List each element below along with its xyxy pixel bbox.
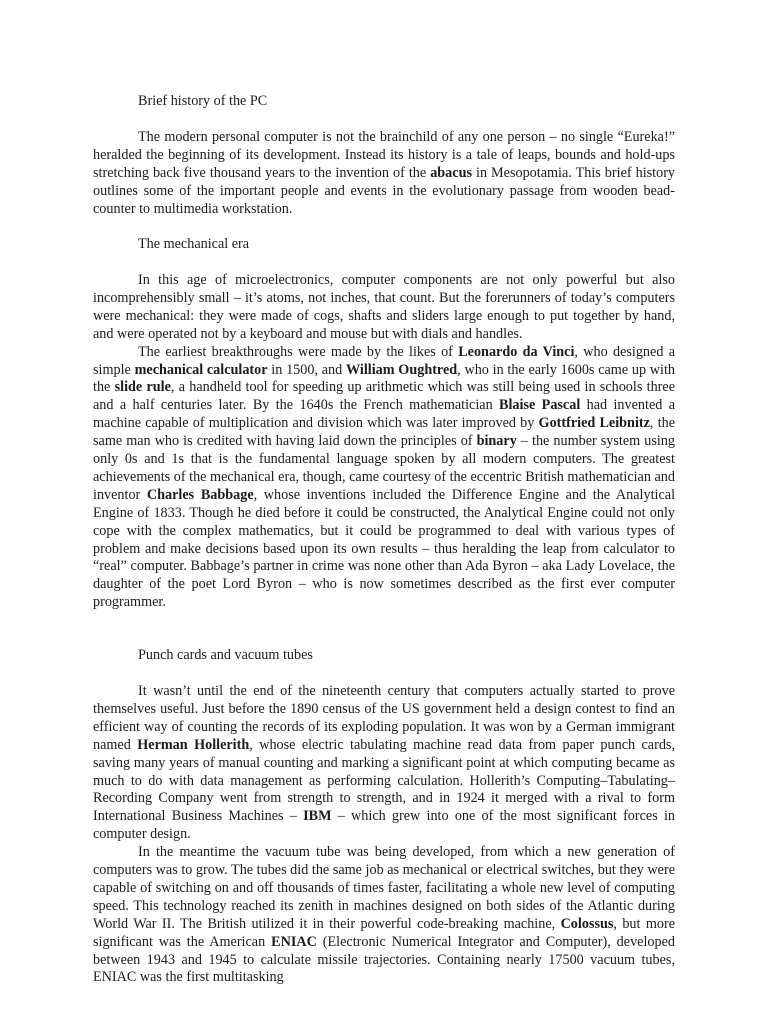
text-run: , but more significant was the American (93, 915, 675, 950)
document-title: Brief history of the PC (138, 93, 268, 109)
bold-term: binary (476, 433, 517, 450)
text-run: – which grew into one of the most significant forces in computer design. (93, 808, 676, 843)
text-run: , the same man who is credited with having laid down the principles of (93, 415, 675, 450)
intro-paragraph (93, 129, 675, 219)
text-run: (Electronic Numerical Integrator and Computer), developed between 1943 and 1945 to calculate missile trajectories. Containing nearly 17500 vacuum tubes, ENIAC was the first multitasking (93, 933, 675, 986)
text-run: , who designed a simple (93, 343, 675, 378)
text-run: , whose electric tabulating machine read data from paper punch cards, saving many years of manual counting and marking a significant point at which computing became as much to do with data management as performing calculation. Hollerith’s Computing–Tabulating–Recording Company went from strength to strength, and in 1924 it merged with a rival to form International Business Machines – (93, 736, 675, 825)
mechanical-era-paragraph-2 (93, 344, 675, 613)
text-run: , a handheld tool for speeding up arithmetic which was still being used in schools three and a half centuries later. By the 1640s the French mathematician (93, 379, 675, 414)
text-run: in Mesopotamia. This brief history outlines some of the important people and events in the evolutionary passage from wooden bead-counter to multimedia workstation. (93, 164, 676, 217)
text-run: The earliest breakthroughs were made by the likes of (138, 343, 459, 360)
bold-term: IBM (303, 808, 332, 825)
section-heading-punch-cards: Punch cards and vacuum tubes (138, 647, 313, 663)
bold-term: Charles Babbage (146, 486, 254, 503)
text-run: – the number system using only 0s and 1s that is the fundamental language spoken by all modern computers. The greatest achievements of the mechanical era, though, came courtesy of the eccentric British mathematician and inventor (93, 433, 675, 503)
bold-term: slide rule (114, 379, 171, 396)
punch-cards-paragraph-1 (93, 683, 675, 844)
text-run: had invented a machine capable of multiplication and division which was later improved by (93, 397, 676, 432)
text-run: It wasn’t until the end of the nineteenth century that computers actually started to prove themselves useful. Just before the 1890 census of the US government held a design contest to find an efficient way of counting the records of its exploding population. It was won by a German immigrant named (93, 683, 675, 753)
text-run: in 1500, and (267, 361, 346, 378)
section-heading-mechanical-era: The mechanical era (138, 236, 250, 252)
bold-term: Gottfried Leibnitz (538, 415, 650, 432)
bold-term: William Oughtred (345, 361, 458, 378)
text-run: In the meantime the vacuum tube was being developed, from which a new generation of computers was to grow. The tubes did the same job as mechanical or electrical switches, but they were capable of switching on and off thousands of times faster, facilitating a whole new level of computing speed. This technology reached its zenith in machines designed on both sides of the Atlantic during World War II. The British utilized it in their powerful code-breaking machine, (93, 844, 675, 932)
bold-term: ENIAC (271, 933, 317, 950)
bold-term: Colossus (560, 915, 614, 932)
bold-term: mechanical calculator (134, 361, 268, 378)
bold-term: Leonardo da Vinci (458, 343, 575, 360)
text-run: In this age of microelectronics, computer components are not only powerful but also incomprehensibly small – it’s atoms, not inches, that count. But the forerunners of today’s computers were mechanical: they were made of cogs, shafts and sliders large enough to put together by hand, and were operated not by a keyboard and mouse but with dials and handles. (93, 272, 675, 342)
bold-term: Herman Hollerith (137, 736, 250, 753)
bold-term: Blaise Pascal (499, 397, 581, 414)
text-run: , who in the early 1600s came up with the (93, 361, 675, 396)
mechanical-era-paragraph-1 (93, 272, 675, 344)
bold-term: abacus (430, 164, 472, 181)
text-run: The modern personal computer is not the brainchild of any one person – no single “Eureka!” heralded the beginning of its development. Instead its history is a tale of leaps, bounds and hold-ups stretching back five thousand years to the invention of the (93, 129, 675, 181)
punch-cards-paragraph-2 (93, 844, 675, 987)
text-run: , whose inventions included the Difference Engine and the Analytical Engine of 1833. Though he died before it could be constructed, the Analytical Engine could not only cope with the complex mathematics, but it could be programmed to deal with various types of problem and make decisions based upon its own results – thus heralding the leap from calculator to “real” computer. Babbage’s partner in crime was none other than Ada Byron – aka Lady Lovelace, the daughter of the poet Lord Byron – who is now sometimes described as the first ever computer programmer. (93, 486, 676, 611)
